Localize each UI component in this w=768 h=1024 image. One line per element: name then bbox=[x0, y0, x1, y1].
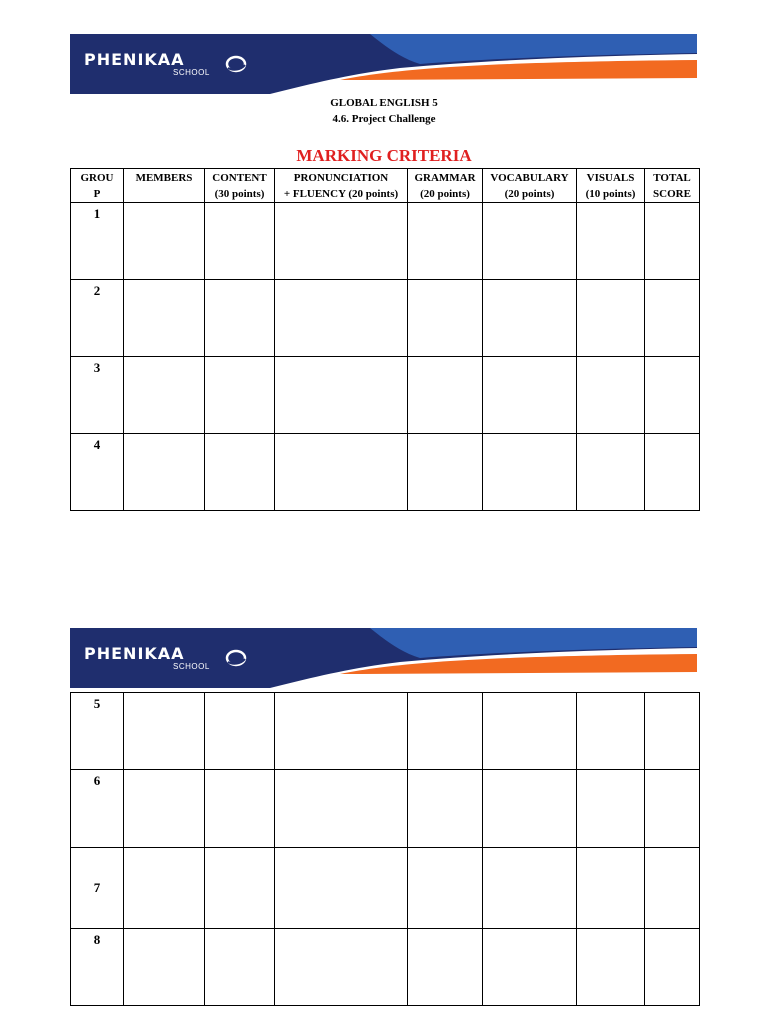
total-score-cell[interactable] bbox=[645, 929, 700, 1006]
content-cell[interactable] bbox=[205, 280, 275, 357]
grammar-cell[interactable] bbox=[408, 203, 483, 280]
header-line: CONTENT bbox=[212, 172, 267, 184]
brand-logo-subtext: SCHOOL bbox=[173, 68, 210, 77]
table-row bbox=[71, 770, 700, 848]
members-cell[interactable] bbox=[124, 693, 205, 770]
brand-logo-text: PHENIKAA bbox=[84, 644, 185, 663]
content-cell[interactable] bbox=[205, 929, 275, 1006]
total-score-cell[interactable] bbox=[645, 770, 700, 848]
grammar-cell[interactable] bbox=[408, 848, 483, 929]
header-pronunciation bbox=[275, 169, 408, 203]
header-line: P bbox=[93, 188, 101, 200]
header-members bbox=[124, 169, 205, 203]
header-grammar bbox=[408, 169, 483, 203]
group-number: 1 bbox=[71, 203, 124, 280]
header-line: GROU bbox=[80, 172, 114, 184]
brand-logo-text: PHENIKAA bbox=[84, 50, 185, 69]
header-line: (30 points) bbox=[214, 188, 265, 200]
vocabulary-cell[interactable] bbox=[483, 848, 577, 929]
visuals-cell[interactable] bbox=[577, 434, 645, 511]
vocabulary-cell[interactable] bbox=[483, 357, 577, 434]
grammar-cell[interactable] bbox=[408, 693, 483, 770]
lesson-title: 4.6. Project Challenge bbox=[332, 113, 436, 125]
header-line: GRAMMAR bbox=[414, 172, 476, 184]
grammar-cell[interactable] bbox=[408, 929, 483, 1006]
table-row bbox=[71, 280, 700, 357]
table-row bbox=[71, 929, 700, 1006]
group-number: 8 bbox=[71, 929, 124, 1006]
page-title: MARKING CRITERIA bbox=[296, 146, 472, 165]
grammar-cell[interactable] bbox=[408, 357, 483, 434]
header-line: (10 points) bbox=[585, 188, 636, 200]
group-number: 7 bbox=[71, 848, 124, 929]
marking-table-1 bbox=[70, 168, 700, 511]
table-row bbox=[71, 357, 700, 434]
header-line: (20 points) bbox=[504, 188, 555, 200]
vocabulary-cell[interactable] bbox=[483, 929, 577, 1006]
visuals-cell[interactable] bbox=[577, 693, 645, 770]
header-line: MEMBERS bbox=[135, 172, 193, 184]
grammar-cell[interactable] bbox=[408, 280, 483, 357]
table-row bbox=[71, 848, 700, 929]
header-line: SCORE bbox=[653, 188, 691, 200]
header-line: PRONUNCIATION bbox=[293, 172, 389, 184]
members-cell[interactable] bbox=[124, 280, 205, 357]
members-cell[interactable] bbox=[124, 357, 205, 434]
vocabulary-cell[interactable] bbox=[483, 280, 577, 357]
members-cell[interactable] bbox=[124, 434, 205, 511]
header-visuals bbox=[577, 169, 645, 203]
pronunciation-cell[interactable] bbox=[275, 848, 408, 929]
pronunciation-cell[interactable] bbox=[275, 357, 408, 434]
header-line: VOCABULARY bbox=[490, 172, 569, 184]
course-title: GLOBAL ENGLISH 5 bbox=[330, 97, 438, 109]
vocabulary-cell[interactable] bbox=[483, 693, 577, 770]
group-number: 6 bbox=[71, 770, 124, 848]
table-header-row bbox=[71, 169, 700, 203]
visuals-cell[interactable] bbox=[577, 357, 645, 434]
visuals-cell[interactable] bbox=[577, 929, 645, 1006]
pronunciation-cell[interactable] bbox=[275, 203, 408, 280]
grammar-cell[interactable] bbox=[408, 434, 483, 511]
group-number: 2 bbox=[71, 280, 124, 357]
header-content bbox=[205, 169, 275, 203]
total-score-cell[interactable] bbox=[645, 848, 700, 929]
table-row bbox=[71, 203, 700, 280]
total-score-cell[interactable] bbox=[645, 693, 700, 770]
content-cell[interactable] bbox=[205, 770, 275, 848]
header-banner bbox=[70, 34, 697, 94]
pronunciation-cell[interactable] bbox=[275, 770, 408, 848]
members-cell[interactable] bbox=[124, 203, 205, 280]
header-banner bbox=[70, 628, 697, 688]
logo-ring-icon bbox=[225, 53, 247, 75]
visuals-cell[interactable] bbox=[577, 280, 645, 357]
pronunciation-cell[interactable] bbox=[275, 693, 408, 770]
vocabulary-cell[interactable] bbox=[483, 434, 577, 511]
pronunciation-cell[interactable] bbox=[275, 280, 408, 357]
table-row bbox=[71, 434, 700, 511]
brand-logo-subtext: SCHOOL bbox=[173, 662, 210, 671]
total-score-cell[interactable] bbox=[645, 203, 700, 280]
content-cell[interactable] bbox=[205, 357, 275, 434]
vocabulary-cell[interactable] bbox=[483, 203, 577, 280]
total-score-cell[interactable] bbox=[645, 434, 700, 511]
content-cell[interactable] bbox=[205, 203, 275, 280]
header-line: VISUALS bbox=[586, 172, 635, 184]
grammar-cell[interactable] bbox=[408, 770, 483, 848]
content-cell[interactable] bbox=[205, 434, 275, 511]
header-group bbox=[71, 169, 124, 203]
members-cell[interactable] bbox=[124, 848, 205, 929]
visuals-cell[interactable] bbox=[577, 848, 645, 929]
content-cell[interactable] bbox=[205, 848, 275, 929]
group-number: 4 bbox=[71, 434, 124, 511]
visuals-cell[interactable] bbox=[577, 770, 645, 848]
group-number: 3 bbox=[71, 357, 124, 434]
total-score-cell[interactable] bbox=[645, 280, 700, 357]
pronunciation-cell[interactable] bbox=[275, 929, 408, 1006]
members-cell[interactable] bbox=[124, 770, 205, 848]
total-score-cell[interactable] bbox=[645, 357, 700, 434]
logo-ring-icon bbox=[225, 647, 247, 669]
pronunciation-cell[interactable] bbox=[275, 434, 408, 511]
header-total-score bbox=[645, 169, 700, 203]
members-cell[interactable] bbox=[124, 929, 205, 1006]
header-line: TOTAL bbox=[653, 172, 691, 184]
table-row bbox=[71, 693, 700, 770]
content-cell[interactable] bbox=[205, 693, 275, 770]
header-line: + FLUENCY (20 points) bbox=[283, 188, 399, 200]
vocabulary-cell[interactable] bbox=[483, 770, 577, 848]
marking-table-2 bbox=[70, 692, 700, 1006]
visuals-cell[interactable] bbox=[577, 203, 645, 280]
header-line: (20 points) bbox=[420, 188, 470, 200]
group-number: 5 bbox=[71, 693, 124, 770]
header-vocabulary bbox=[483, 169, 577, 203]
